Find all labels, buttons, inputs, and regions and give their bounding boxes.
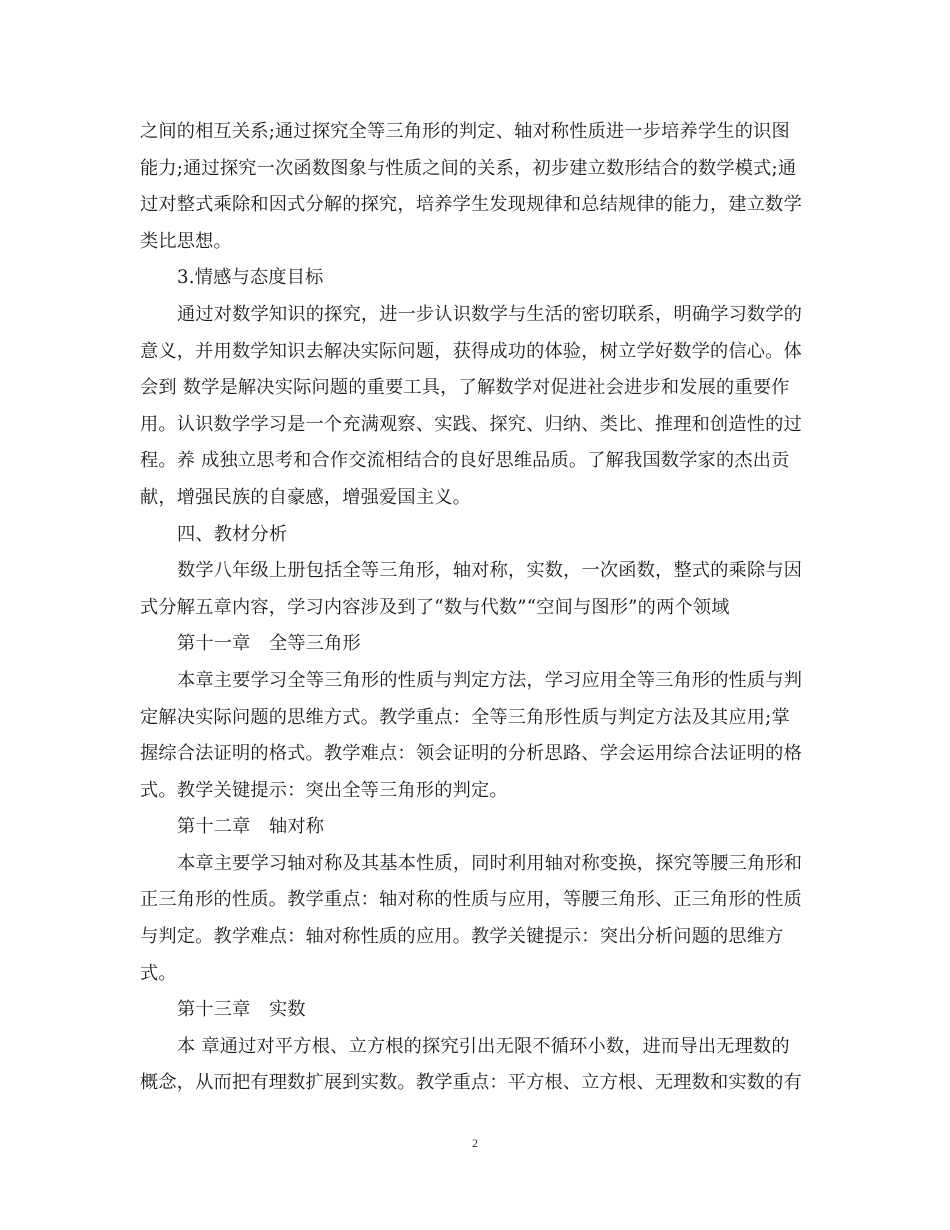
body-text	[140, 114, 814, 1102]
text-line: 式。	[140, 962, 177, 984]
text-line: 能力;通过探究一次函数图象与性质之间的关系，初步建立数形结合的数学模式;通	[140, 157, 797, 179]
text-line: 与判定。教学难点：轴对称性质的应用。教学关键提示：突出分析问题的思维方	[140, 926, 784, 948]
text-line: 3.情感与态度目标	[177, 267, 324, 289]
text-line: 过对整式乘除和因式分解的探究，培养学生发现规律和总结规律的能力，建立数学	[140, 194, 802, 216]
text-line: 通过对数学知识的探究，进一步认识数学与生活的密切联系，明确学习数学的	[177, 303, 803, 325]
page-number: 2	[472, 1136, 478, 1150]
text-line: 程。养 成独立思考和合作交流相结合的良好思维品质。了解我国数学家的杰出贡	[140, 450, 790, 472]
text-line: 第十二章 轴对称	[177, 816, 325, 838]
text-line: 献，增强民族的自豪感，增强爱国主义。	[140, 486, 471, 508]
text-line: 握综合法证明的格式。教学难点：领会证明的分析思路、学会运用综合法证明的格	[140, 743, 802, 765]
text-line: 类比思想。	[140, 230, 232, 252]
text-line: 式。教学关键提示：突出全等三角形的判定。	[140, 779, 508, 801]
text-line: 本章主要学习全等三角形的性质与判定方法，学习应用全等三角形的性质与判	[177, 669, 803, 691]
text-line: 第十一章 全等三角形	[177, 633, 361, 655]
text-line: 四、教材分析	[177, 523, 288, 545]
text-line: 会到 数学是解决实际问题的重要工具，了解数学对促进社会进步和发展的重要作	[140, 377, 790, 399]
text-line: 正三角形的性质。教学重点：轴对称的性质与应用，等腰三角形、正三角形的性质	[140, 889, 802, 911]
text-line: 之间的相互关系;通过探究全等三角形的判定、轴对称性质进一步培养学生的识图	[140, 121, 790, 142]
text-line: 式分解五章内容，学习内容涉及到了“数与代数”“空间与图形”的两个领域	[140, 596, 730, 618]
text-line: 第十三章 实数	[177, 999, 306, 1021]
text-line: 数学八年级上册包括全等三角形，轴对称，实数，一次函数，整式的乘除与因	[177, 560, 803, 582]
text-line: 本 章通过对平方根、立方根的探究引出无限不循环小数，进而导出无理数的	[177, 1035, 790, 1057]
text-line: 定解决实际问题的思维方式。教学重点：全等三角形性质与判定方法及其应用;掌	[140, 706, 790, 728]
text-line: 意义，并用数学知识去解决实际问题，获得成功的体验，树立学好数学的信心。体	[140, 340, 802, 362]
text-line: 用。认识数学学习是一个充满观察、实践、探究、归纳、类比、推理和创造性的过	[140, 413, 802, 435]
text-line: 概念，从而把有理数扩展到实数。教学重点：平方根、立方根、无理数和实数的有	[140, 1072, 802, 1094]
text-line: 本章主要学习轴对称及其基本性质，同时利用轴对称变换，探究等腰三角形和	[177, 852, 803, 874]
